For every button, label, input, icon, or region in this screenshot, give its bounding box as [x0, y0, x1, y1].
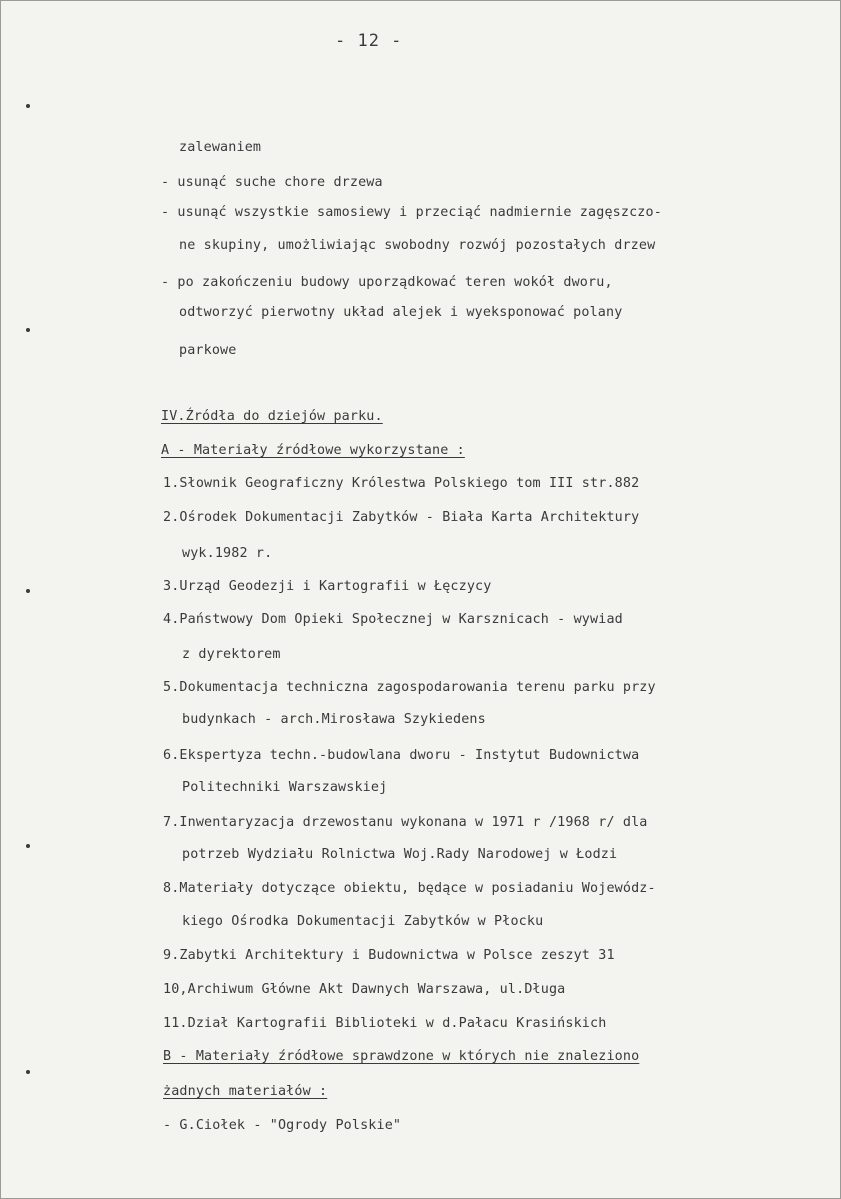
page-number: - 12 - [335, 31, 403, 51]
subsection-heading: A - Materiały źródłowe wykorzystane : [161, 443, 465, 458]
subsection-heading: B - Materiały źródłowe sprawdzone w których nie znaleziono [163, 1049, 640, 1064]
text-line: parkowe [179, 343, 237, 358]
subsection-heading-continued: żadnych materiałów : [163, 1084, 328, 1099]
source-item: 8.Materiały dotyczące obiektu, będące w posiadaniu Wojewódz- [163, 881, 656, 896]
source-item: 3.Urząd Geodezji i Kartografii w Łęczycy [163, 579, 492, 594]
list-item: - usunąć suche chore drzewa [161, 175, 383, 190]
source-item: 1.Słownik Geograficzny Królestwa Polskiego tom III str.882 [163, 476, 640, 491]
section-heading: IV.Źródła do dziejów parku. [161, 409, 383, 424]
source-item-continued: Politechniki Warszawskiej [182, 780, 388, 795]
binding-hole-mark [26, 1070, 30, 1074]
text-line: ne skupiny, umożliwiając swobodny rozwój pozostałych drzew [179, 238, 656, 253]
text-line: zalewaniem [179, 140, 262, 155]
source-item: 4.Państwowy Dom Opieki Społecznej w Karsznicach - wywiad [163, 612, 623, 627]
list-item: - G.Ciołek - "Ogrody Polskie" [163, 1118, 402, 1133]
binding-hole-mark [26, 328, 30, 332]
source-item-continued: budynkach - arch.Mirosława Szykiedens [182, 712, 486, 727]
source-item: 10,Archiwum Główne Akt Dawnych Warszawa, ul.Długa [163, 982, 566, 997]
source-item: 9.Zabytki Architektury i Budownictwa w Polsce zeszyt 31 [163, 948, 615, 963]
list-item: - usunąć wszystkie samosiewy i przeciąć nadmiernie zagęszczo- [161, 205, 662, 220]
source-item-continued: z dyrektorem [182, 647, 281, 662]
source-item: 2.Ośrodek Dokumentacji Zabytków - Biała Karta Architektury [163, 510, 640, 525]
binding-hole-mark [26, 104, 30, 108]
source-item: 5.Dokumentacja techniczna zagospodarowania terenu parku przy [163, 680, 656, 695]
source-item-continued: potrzeb Wydziału Rolnictwa Woj.Rady Narodowej w Łodzi [182, 847, 618, 862]
source-item: 7.Inwentaryzacja drzewostanu wykonana w 1971 r /1968 r/ dla [163, 815, 648, 830]
binding-hole-mark [26, 844, 30, 848]
source-item-continued: wyk.1982 r. [182, 546, 273, 561]
source-item: 11.Dział Kartografii Biblioteki w d.Pałacu Krasińskich [163, 1016, 607, 1031]
text-line: odtworzyć pierwotny układ alejek i wyeksponować polany [179, 305, 623, 320]
binding-hole-mark [26, 589, 30, 593]
source-item: 6.Ekspertyza techn.-budowlana dworu - Instytut Budownictwa [163, 748, 640, 763]
list-item: - po zakończeniu budowy uporządkować teren wokół dworu, [161, 275, 613, 290]
source-item-continued: kiego Ośrodka Dokumentacji Zabytków w Płocku [182, 914, 544, 929]
